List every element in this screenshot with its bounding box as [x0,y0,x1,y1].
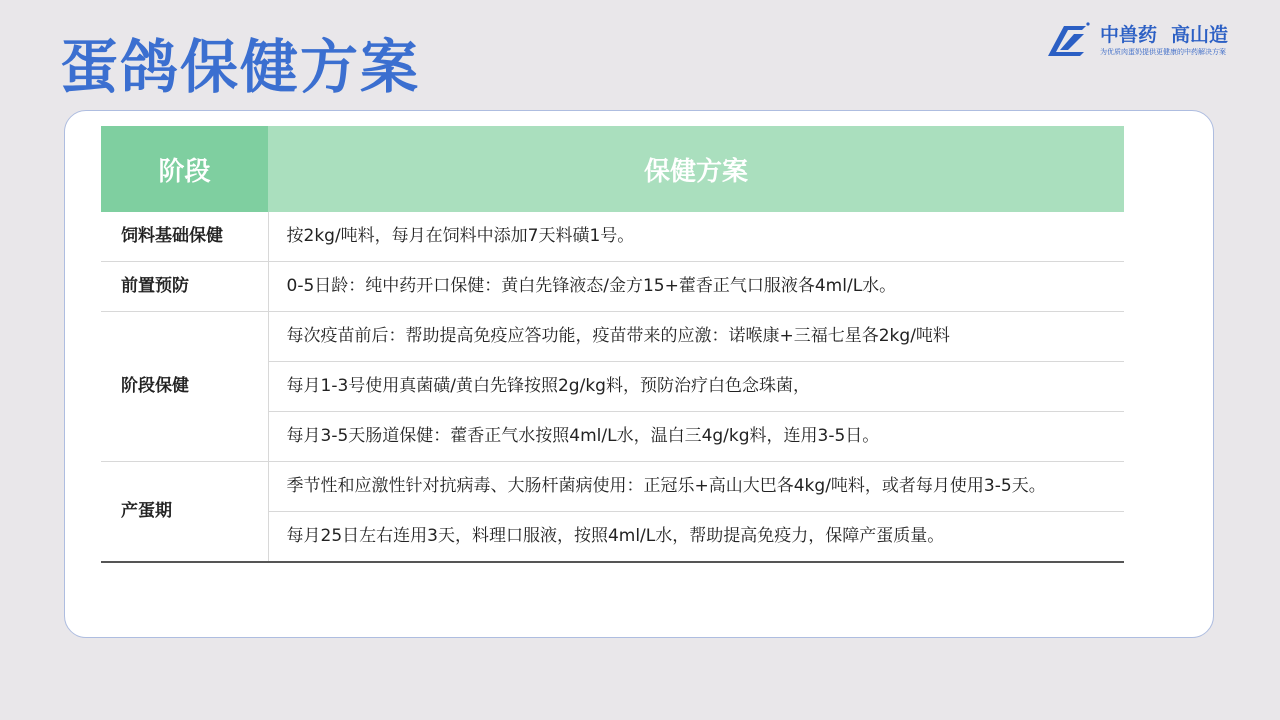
header-plan: 保健方案 [268,126,1124,212]
plan-cell: 每月1-3号使用真菌磺/黄白先锋按照2g/kg料，预防治疗白色念珠菌， [268,362,1124,412]
table-row [101,462,1124,512]
plan-cell: 0-5日龄：纯中药开口保健：黄白先锋液态/金方15+藿香正气口服液各4ml/L水。 [268,262,1124,312]
table-header-row [101,126,1124,212]
logo-tagline: 为优质肉蛋奶提供更健康的中药解决方案 [1100,48,1226,56]
plan-cell: 季节性和应激性针对抗病毒、大肠杆菌病使用：正冠乐+高山大巴各4kg/吨料，或者每月使用3-5天。 [268,462,1124,512]
logo-name-part2: 高山造 [1171,24,1229,46]
header-stage: 阶段 [101,126,268,212]
table-row [101,212,1124,262]
stage-cell: 饲料基础保健 [101,212,268,262]
logo-name [1100,20,1228,47]
plan-cell: 每次疫苗前后：帮助提高免疫应答功能，疫苗带来的应激：诺喉康+三福七星各2kg/吨料 [268,312,1124,362]
table-row [101,312,1124,362]
stage-cell: 前置预防 [101,262,268,312]
table-row [101,262,1124,312]
stage-cell: 阶段保健 [101,312,268,462]
health-plan-table [101,126,1124,563]
logo-name-part1: 中兽药 [1100,24,1158,46]
plan-cell: 每月25日左右连用3天，料理口服液，按照4ml/L水，帮助提高免疫力，保障产蛋质量。 [268,512,1124,563]
page-title: 蛋鸽保健方案 [60,33,421,101]
stage-cell: 产蛋期 [101,462,268,563]
plan-cell: 按2kg/吨料，每月在饲料中添加7天料磺1号。 [268,212,1124,262]
brand-logo [1044,18,1260,64]
logo-mark-icon [1044,20,1090,60]
plan-cell: 每月3-5天肠道保健：藿香正气水按照4ml/L水，温白三4g/kg料，连用3-5日。 [268,412,1124,462]
